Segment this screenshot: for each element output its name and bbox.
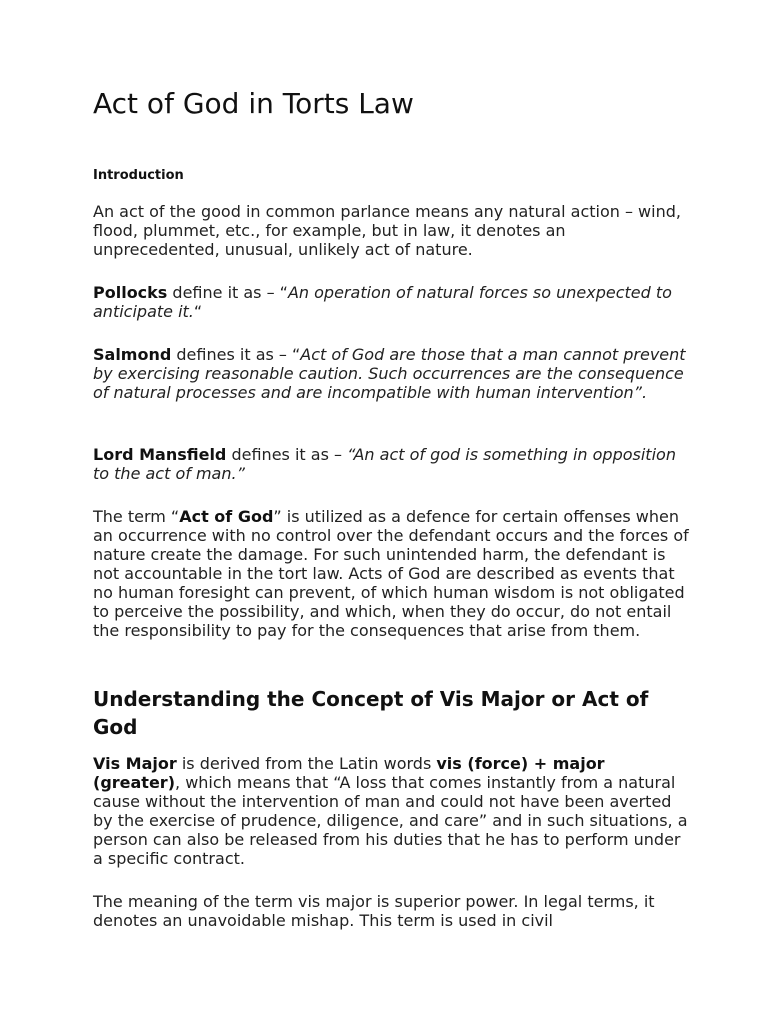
- salmond-definition: [93, 345, 693, 402]
- mansfield-name: Lord Mansfield: [93, 445, 227, 464]
- mansfield-definition: [93, 445, 693, 483]
- vis-major-paragraph: [93, 754, 693, 868]
- term-after: ” is utilized as a defence for certain offenses when an occurrence with no control over the defendant occurs and the forces of nature create the damage. For such unintended harm, the defendant is not accountable in the tort law. Acts of God are described as events that no human foresight can prevent, of which human wisdom is not obligated to perceive the possibility, and which, when they do occur, do not entail the responsibility to pay for the consequences that arise from them.: [93, 507, 689, 640]
- section-heading: Understanding the Concept of Vis Major or Act of God: [93, 687, 649, 739]
- pollocks-quote: An operation of natural forces so unexpected to anticipate it.: [93, 283, 672, 321]
- term-bold: Act of God: [179, 507, 274, 526]
- vis-major-bold-2: vis (force) + major (greater): [93, 754, 605, 792]
- salmond-name: Salmond: [93, 345, 172, 364]
- mansfield-verb: defines it as –: [226, 445, 348, 464]
- pollocks-name: Pollocks: [93, 283, 168, 302]
- pollocks-verb: define it as – “: [167, 283, 288, 302]
- salmond-quote: Act of God are those that a man cannot prevent by exercising reasonable caution. Such occurrences are the consequence of natural processes and are incompatible with human intervention”.: [93, 345, 686, 402]
- vis-major-text-2: , which means that “A loss that comes instantly from a natural cause without the intervention of man and could not have been averted by the exercise of prudence, diligence, and care” and in such situations, a person can also be released from his duties that he has to perform under a specific contract.: [93, 773, 688, 868]
- salmond-verb: defines it as – “: [171, 345, 301, 364]
- introduction-label: Introduction: [93, 168, 184, 183]
- vis-major-bold-1: Vis Major: [93, 754, 177, 773]
- mansfield-quote: “An act of god is something in opposition to the act of man.”: [93, 445, 676, 483]
- vis-major-text-1: is derived from the Latin words: [176, 754, 437, 773]
- term-before: The term “: [93, 507, 180, 526]
- meaning-paragraph: The meaning of the term vis major is superior power. In legal terms, it denotes an unavoidable mishap. This term is used in civil: [93, 892, 655, 930]
- pollocks-definition: [93, 283, 693, 321]
- pollocks-close: “: [193, 302, 203, 321]
- term-paragraph: [93, 507, 693, 640]
- document-title: Act of God in Torts Law: [93, 87, 414, 120]
- intro-paragraph: An act of the good in common parlance means any natural action – wind, flood, plummet, etc., for example, but in law, it denotes an unprecedented, unusual, unlikely act of nature.: [93, 202, 681, 259]
